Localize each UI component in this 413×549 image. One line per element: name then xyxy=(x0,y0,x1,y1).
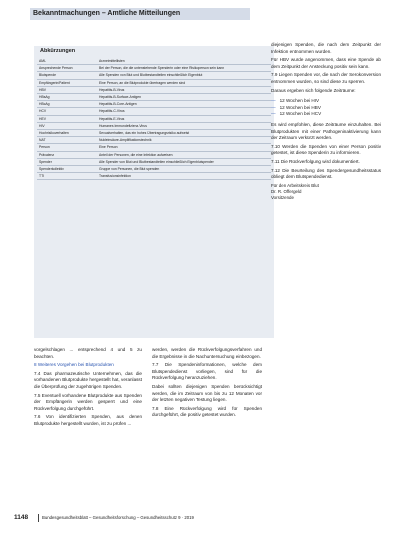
abbreviation-definition: Hepatitis-C-Virus xyxy=(97,108,271,115)
journal-name: Bundesgesundheitsblatt – Gesundheitsforschung – Gesundheitsschutz 9 · 2019 xyxy=(42,515,194,520)
abbreviation-definition: Anteil der Personen, die eine Infektion aufweisen xyxy=(97,151,271,158)
abbreviation-definition: Hepatitis-B-Core-Antigen xyxy=(97,101,271,108)
abbreviation-term: HBcAg xyxy=(37,101,97,108)
abbreviation-term: TTI xyxy=(37,173,97,180)
abbreviation-definition: Bei der Person, die die untenstehende Spenderin oder eine Risikoperson sein kann xyxy=(97,65,271,72)
table-row xyxy=(37,137,271,144)
abbreviation-term: HIV xyxy=(37,122,97,129)
abbreviation-definition: Arzneimittellisten xyxy=(97,58,271,65)
table-row xyxy=(37,101,271,108)
abbreviation-term: Spender xyxy=(37,158,97,165)
table-row xyxy=(37,115,271,122)
abbreviation-definition: Nukleinsäure-Amplifikationstechnik xyxy=(97,137,271,144)
paragraph: 7.7 Die Spendeninformationen, welche dem Blutspendedienst vorliegen, sind für die Rückverfolgung heranzuziehen. xyxy=(152,362,262,381)
abbreviation-table xyxy=(37,58,271,180)
abbreviation-definition: Hepatitis-E-Virus xyxy=(97,115,271,122)
abbreviation-term: AML xyxy=(37,58,97,65)
intro-text: vorgelschlagen ... entsprechend 4 und 5 zu beachten. xyxy=(34,347,142,359)
bullet-dash: — xyxy=(271,98,276,104)
section-header: Bekanntmachungen – Amtliche Mitteilungen xyxy=(30,8,250,20)
page-number: 1148 xyxy=(14,514,29,521)
page-footer xyxy=(0,512,413,524)
table-row xyxy=(37,58,271,65)
paragraph: Für HBV wurde angenommen, dass eine Spende ab dem Zeitpunkt der Ansteckung positiv sein kann. xyxy=(271,57,381,69)
paragraph: 7.9 Liegen Spenden vor, die nach der Serokonversion entnommen wurden, so sind diese zu sperren. xyxy=(271,72,381,84)
paragraph: 7.10 Werden die Spenden von einer Person positiv getestet, ist diese Spenderin zu informieren. xyxy=(271,143,381,156)
column-3 xyxy=(271,42,381,508)
list-item: — 12 Wochen bei HIV xyxy=(271,98,320,104)
table-row xyxy=(37,94,271,101)
abbreviation-definition: Humanes Immundefizienz-Virus xyxy=(97,122,271,129)
abbreviation-term: HCV xyxy=(37,108,97,115)
abbreviation-definition: Hepatitis-B-Surface-Antigen xyxy=(97,94,271,101)
section-heading: 8 Weiteres Vorgehen bei Blutprodukten xyxy=(34,362,114,368)
table-row xyxy=(37,79,271,86)
column-1 xyxy=(34,347,142,507)
paragraph: Daraus ergeben sich folgende Zeiträume: xyxy=(271,87,356,93)
footer-divider xyxy=(38,514,39,522)
list-item: — 12 Wochen bei HBV xyxy=(271,104,321,110)
table-row xyxy=(37,65,271,72)
abbreviation-definition: Gruppe von Personen, die Blut spenden xyxy=(97,166,271,173)
table-row xyxy=(37,72,271,79)
paragraph: werden, werden die Rückverfolgungsverfahren und die Ergebnisse in die Nachuntersuchung einbezogen. xyxy=(152,347,262,359)
abbreviation-definition: Eine Person, an die Blutprodukte übertragen werden sind xyxy=(97,79,271,86)
abbreviation-term: Blutspende xyxy=(37,72,97,79)
paragraph: 7.4 Das pharmazeutische Unternehmen, das die vorhandenen Blutprodukte hergestellt hat, veranlasst die Überprüfung der zugehörigen Spenden. xyxy=(34,370,142,389)
abbreviation-definition: Hepatitis-B-Virus xyxy=(97,86,271,93)
abbreviation-definition: Alle Spender von Blut und Blutbestandteilen einschließlich Eigenblutspender xyxy=(97,158,271,165)
duration-list xyxy=(271,98,381,118)
paragraph: 7.12 Die Beurteilung des Spendergesundheitsstatus obliegt dem Blutspendedienst. xyxy=(271,167,381,180)
abbreviation-term: Ansprechende Person xyxy=(37,65,97,72)
paragraph: Dabei sollten diejenigen Spenden berücksichtigt werden, die im Zeitraum von bis zu 12 Monaten vor der letzten negativen Testung liegen. xyxy=(152,383,262,403)
table-title: Abkürzungen xyxy=(40,48,76,54)
paragraph: 7.8 Eine Rückverfolgung wird für Spenden durchgeführt, die positiv getestet wurden. xyxy=(152,405,262,418)
bullet-dash: — xyxy=(271,104,276,110)
table-row xyxy=(37,86,271,93)
abbreviation-term: Hochrisikoverhalten xyxy=(37,130,97,137)
abbreviation-definition: Alle Spenden von Blut und Blutbestandteilen einschließlich Eigenblut xyxy=(97,72,271,79)
table-row xyxy=(37,158,271,165)
bullet-dash: — xyxy=(271,111,276,117)
paragraph: 7.5 Eventuell vorhandene Blutprodukte aus Spenden der Empfängerin werden gesperrt und eine Rückverfolgung durchgeführt. xyxy=(34,392,142,411)
signature-block: Für den Arbeitskreis Blut Dr. R. Offergeld Vorsitzende xyxy=(271,182,319,200)
abbreviation-term: Person xyxy=(37,144,97,151)
abbreviation-term: HBV xyxy=(37,86,97,93)
table-row xyxy=(37,151,271,158)
abbreviation-definition: Transfusionsinfektion xyxy=(97,173,271,180)
abbreviation-term: HBsAg xyxy=(37,94,97,101)
abbreviation-term: Spenderkollektiv xyxy=(37,166,97,173)
abbreviation-definition: Eine Person xyxy=(97,144,271,151)
table-row xyxy=(37,166,271,173)
list-item: — 12 Wochen bei HCV xyxy=(271,111,322,117)
table-row xyxy=(37,122,271,129)
table-row xyxy=(37,173,271,180)
abbreviation-term: Prävalenz xyxy=(37,151,97,158)
table-row xyxy=(37,144,271,151)
abbreviation-term: NAT xyxy=(37,137,97,144)
abbreviation-definition: Sexualverhalten, das ein hohes Übertragungsrisiko aufweist xyxy=(97,130,271,137)
table-row xyxy=(37,108,271,115)
table-row xyxy=(37,130,271,137)
abbreviation-term: Empfängerin/Patient xyxy=(37,79,97,86)
paragraph: 7.6 Von identifizierten Spenden, aus denen Blutprodukte hergestellt wurden, ist zu prüfen ... xyxy=(34,414,142,426)
column-2 xyxy=(152,347,262,507)
abbreviation-term: HEV xyxy=(37,115,97,122)
intro-text: diejenigen Spenden, die nach dem Zeitpunkt der Infektion entnommen wurden. xyxy=(271,42,381,54)
paragraph: Es wird empfohlen, diese Zeiträume einzuhalten. Bei Blutprodukten mit einer Pathogeninaktivierung kann der Zeitraum verkürzt werden. xyxy=(271,121,381,141)
paragraph: 7.11 Die Rückverfolgung wird dokumentiert. xyxy=(271,158,360,164)
